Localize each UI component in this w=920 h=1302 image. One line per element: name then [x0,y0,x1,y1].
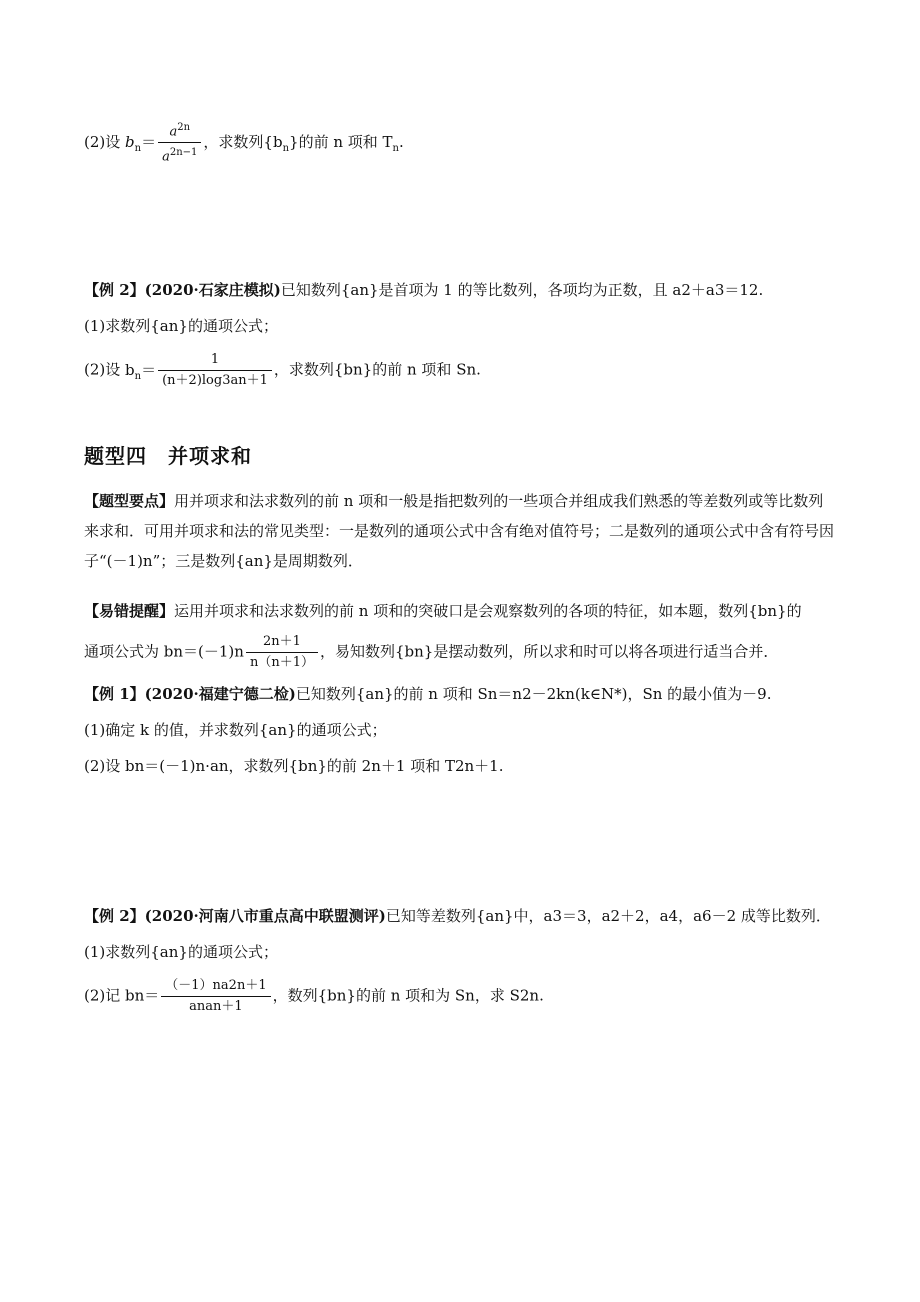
example-1-question-2: (2)设 bn＝(－1)n·an，求数列{bn}的前 2n＋1 项和 T2n＋1. [84,757,504,775]
q-prefix: (2)设 [84,132,126,151]
fraction: $\frac{1}{(n+2)\log 3an+1}$ [158,352,272,389]
example-2b-question-2: (2)记 bn＝ $\frac{(-1)na2n+1}{\text{anan＋1}}$ ，数列{bn}的前 n 项和为 Sn，求 S2n. [84,978,544,1014]
fraction: $\frac{a^{2n}}{a^{2n-1}}$ [158,120,201,166]
example-label: 【例 2】 [84,281,145,299]
key-points-text: 用并项求和法求数列的前 n 项和一般是指把数列的一些项合并组成我们熟悉的等差数列或等比数列来求和．可用并项求和法的常见类型：一是数列的通项公式中含有绝对值符号；二是数列的通项公式中含有符号因子“(－1)n”；三是数列{an}是周期数列． [84,492,835,570]
fraction: $\frac{2n+1}{n(n+1)}$ [246,634,318,671]
warning-formula-line: 通项公式为 bn＝(－1)n $\frac{2n+1}{n(n+1)}$ ，易知数列{bn}是摆动数列，所以求和时可以将各项进行适当合并． [84,634,779,670]
example-2-question-2: (2)设 $b_n=$ $\frac{1}{(n+2)\log 3an+1}$ ，求数列{bn}的前 n 项和 Sn. [84,352,481,388]
fraction: $\frac{(-1)na2n+1}{\text{anan＋1}}$ [161,978,270,1015]
example-text: 已知等差数列{an}中，a3＝3，a2＋2，a4，a6－2 成等比数列． [385,907,831,925]
example-source: (2020·河南八市重点高中联盟测评) [144,907,386,925]
key-points-paragraph [84,486,836,576]
example-2b-question-1: (1)求数列{an}的通项公式； [84,943,278,961]
warning-paragraph [84,596,836,626]
warning-label: 【易错提醒】 [84,602,175,620]
example-source: (2020·福建宁德二检) [144,685,296,703]
example-label: 【例 1】 [84,685,145,703]
key-points-label: 【题型要点】 [84,492,175,510]
example-1-question-1: (1)确定 k 的值，并求数列{an}的通项公式； [84,721,387,739]
example-label: 【例 2】 [84,907,145,925]
example-source: (2020·石家庄模拟) [144,281,281,299]
example-2-statement [84,280,763,300]
section-title: 题型四 并项求和 [84,444,252,468]
warning-text: 运用并项求和法求数列的前 n 项和的突破口是会观察数列的各项的特征，如本题，数列{bn}的 [174,602,802,620]
question-line-bn-Tn: (2)设 $b_n=$ $\frac{a^{2n}}{a^{2n-1}}$ ，求数列$\{b_n\}$的前 n 项和 $T_n$. [84,122,404,165]
example-2-question-1: (1)求数列{an}的通项公式； [84,317,278,335]
example-2b-statement [84,906,831,926]
example-text: 已知数列{an}的前 n 项和 Sn＝n2－2kn(k∈N*)，Sn 的最小值为－9. [295,685,772,703]
example-1-statement [84,684,771,704]
example-text: 已知数列{an}是首项为 1 的等比数列，各项均为正数，且 a2＋a3＝12. [280,281,764,299]
